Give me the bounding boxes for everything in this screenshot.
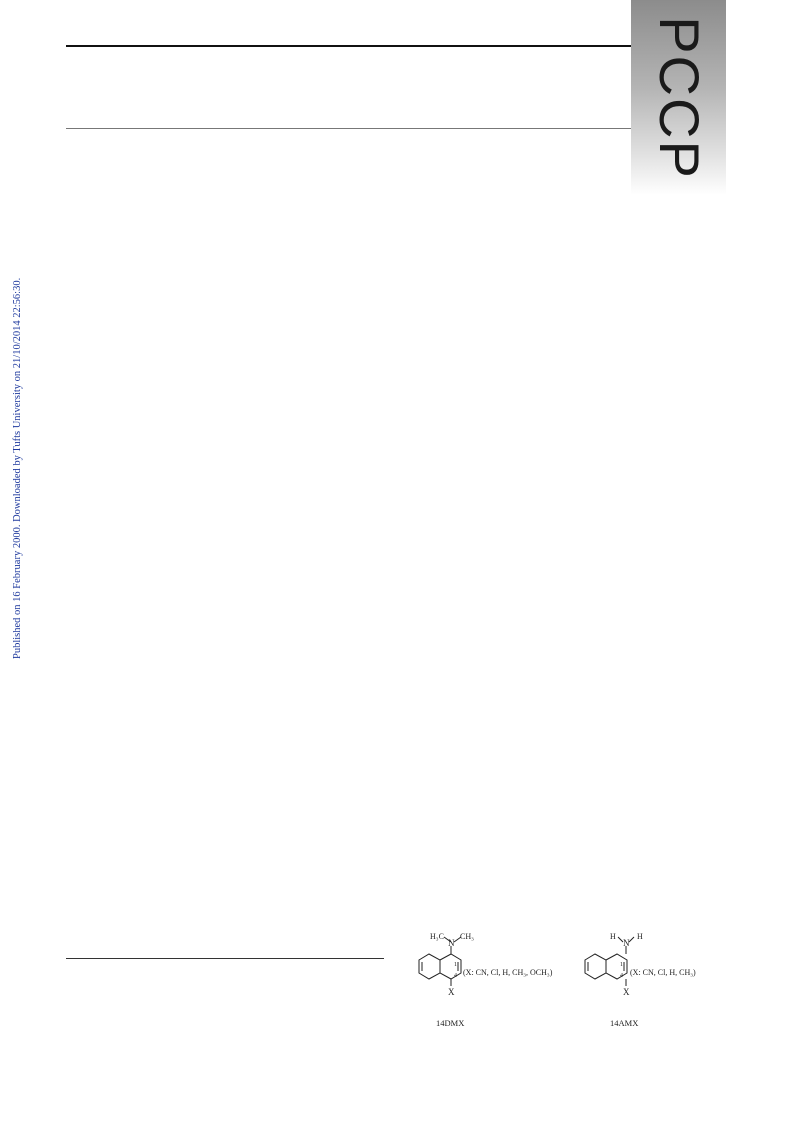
right-amino-right-label: H bbox=[637, 932, 643, 941]
right-position-4-label: 4 bbox=[620, 973, 623, 979]
left-compound-name: 14DMX bbox=[436, 1018, 465, 1028]
left-position-1-label: 1 bbox=[454, 962, 457, 968]
right-compound-name: 14AMX bbox=[610, 1018, 639, 1028]
journal-name: PCCP bbox=[647, 15, 711, 180]
header-subrule bbox=[66, 128, 632, 129]
right-substituent-label: X bbox=[623, 987, 630, 997]
left-amino-n-label: N bbox=[448, 938, 455, 948]
right-substituent-options: (X: CN, Cl, H, CH₃) bbox=[630, 968, 696, 977]
header-rule bbox=[66, 45, 632, 47]
right-amino-n-label: N bbox=[623, 938, 630, 948]
right-position-1-label: 1 bbox=[620, 962, 623, 968]
left-amino-left-label: H₃C bbox=[430, 932, 444, 941]
right-h-bond-2 bbox=[629, 937, 634, 942]
footnote-rule bbox=[66, 958, 384, 959]
journal-tab bbox=[631, 0, 726, 195]
left-substituent-label: X bbox=[448, 987, 455, 997]
chemical-structures-scheme bbox=[408, 924, 738, 1034]
right-amino-left-label: H bbox=[610, 932, 616, 941]
left-amino-right-label: CH₃ bbox=[460, 932, 474, 941]
left-position-4-label: 4 bbox=[454, 973, 457, 979]
left-substituent-options: (X: CN, Cl, H, CH₃, OCH₃) bbox=[463, 968, 553, 977]
publication-notice-link[interactable]: Published on 16 February 2000. Downloaded by Tufts University on 21/10/2014 22:56:30. bbox=[12, 277, 23, 659]
structures-svg bbox=[408, 924, 738, 1034]
